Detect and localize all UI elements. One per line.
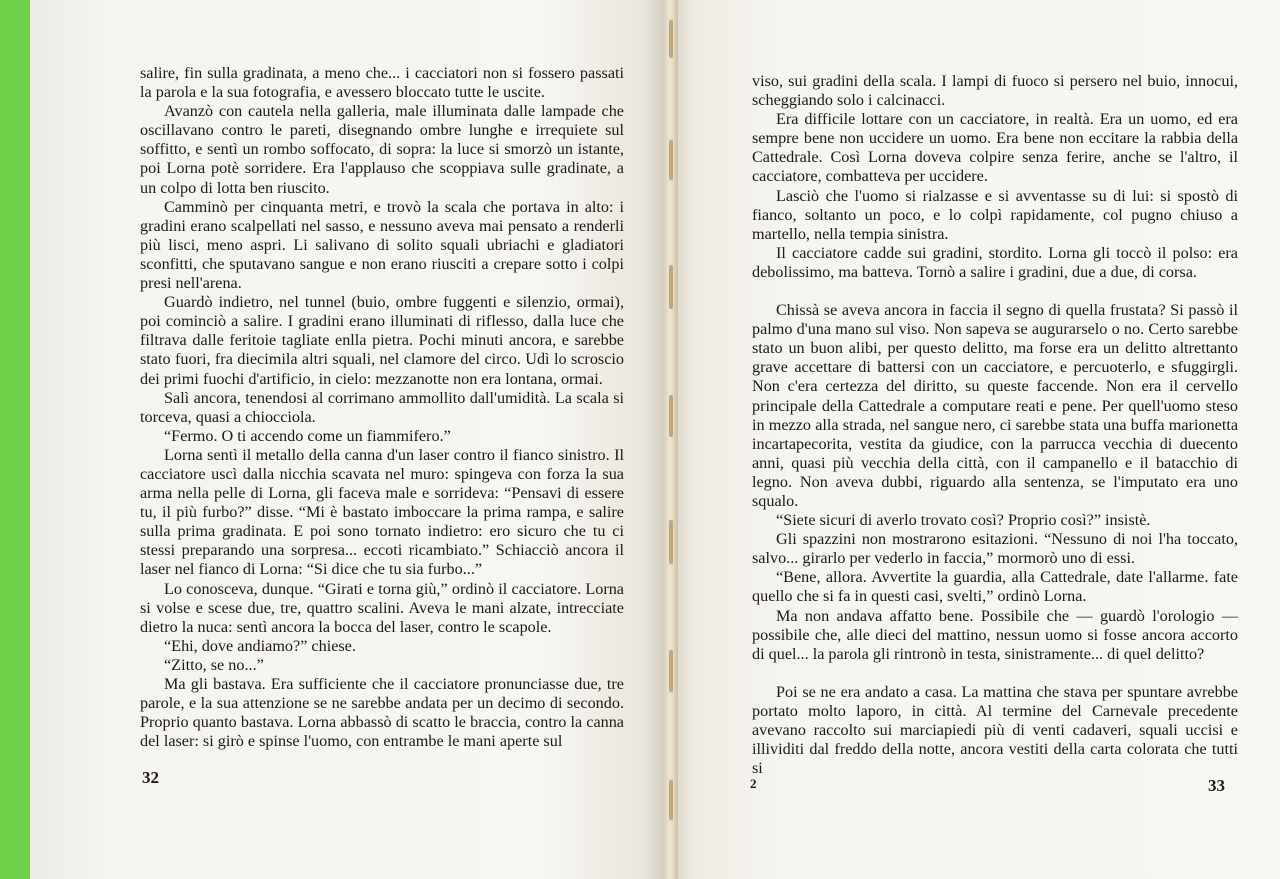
left-paragraph: Guardò indietro, nel tunnel (buio, ombre fuggenti e silenzio, ormai), poi cominciò a salire. I gradini erano illuminati di riflesso, dalla luce che filtrava dalle feritoie tagliate enlla pietra. Pochi minuti ancora, e sarebbe stato fuori, fra diecimila altri squali, nel clamore del circo. Udì lo scroscio dei primi fuochi d'artificio, in cielo: mezzanotte non era lontana, ormai.: [140, 293, 624, 388]
left-paragraph: Ma gli bastava. Era sufficiente che il cacciatore pronunciasse due, tre parole, e la sua attenzione se ne sarebbe andata per un decimo di secondo. Proprio quanto bastava. Lorna abbassò di scatto le braccia, contro la canna del laser: si girò e spinse l'uomo, con entrambe le mani aperte sul: [140, 675, 624, 751]
left-paragraph: “Zitto, se no...”: [164, 655, 264, 674]
left-paragraph: “Fermo. O ti accendo come un fiammifero.”: [164, 426, 451, 445]
right-paragraph: Poi se ne era andato a casa. La mattina che stava per spuntare avrebbe portato molto laporo, in città. Al termine del Carnevale precedente avevano raccolto sui marciapiedi più di venti cadaveri, squali uccisi e illividiti dal freddo della notte, ancora vestiti della carta colorata che tutti si: [752, 682, 1238, 778]
left-paragraph: “Ehi, dove andiamo?” chiese.: [164, 636, 356, 655]
binding-stitch: [669, 650, 673, 692]
left-page-number: 32: [142, 768, 159, 787]
right-page: [670, 0, 1280, 879]
book-gutter: [664, 0, 678, 879]
right-page-text: [752, 72, 1238, 778]
right-page-number: 33: [1208, 776, 1225, 795]
right-paragraph: Gli spazzini non mostrarono esitazioni. “Nessuno di noi l'ha toccato, salvo... girarlo per vederlo in faccia,” mormorò uno di essi.: [752, 530, 1238, 568]
binding-stitch: [669, 20, 673, 58]
left-page: [30, 0, 670, 879]
binding-stitch: [669, 265, 673, 309]
left-paragraph: Lorna sentì il metallo della canna d'un laser contro il fianco sinistro. Il cacciatore uscì dalla nicchia scavata nel muro: spingeva con forza la sua arma nella pelle di Lorna, gli faceva male e sorrideva: “Pensavi di essere tu, il più furbo?” disse. “Mi è bastato imboccare la prima rampa, e salire sulla prima gradinata. E poi sono tornato indietro: ero sicuro che tu ci stessi preparando una sorpresa... eccoti ricambiato.” Schiacciò ancora il laser nel fianco di Lorna: “Si dice che tu sia furbo...”: [140, 445, 624, 579]
left-paragraph: Avanzò con cautela nella galleria, male illuminata dalle lampade che oscillavano contro le pareti, disegnando ombre lunghe e irrequiete sul soffitto, e sentì un rombo soffocato, di sopra: la luce si smorzò un istante, poi Lorna potè sorridere. Era l'applauso che scoppiava sulle gradinate, a un colpo di lotta ben riuscito.: [140, 102, 624, 197]
left-paragraph: Camminò per cinquanta metri, e trovò la scala che portava in alto: i gradini erano scalpellati nel sasso, e nessuno aveva mai pensato a renderli più lisci, meno aspri. Li salivano di solito squali ubriachi e gladiatori sconfitti, che sputavano sangue e non erano riusciti a crepare sotto i colpi presi nell'arena.: [140, 197, 624, 293]
left-paragraph: salire, fin sulla gradinata, a meno che... i cacciatori non si fossero passati la parola e la sua fotografia, e avessero bloccato tutte le uscite.: [140, 64, 624, 102]
right-paragraph: Era difficile lottare con un cacciatore, in realtà. Era un uomo, ed era sempre bene non uccidere un uomo. Era bene non eccitare la rabbia della Cattedrale. Così Lorna doveva colpire senza ferire, anche se l'altro, il cacciatore, combatteva per uccidere.: [752, 110, 1238, 186]
binding-stitch: [669, 395, 673, 437]
right-paragraph: Chissà se aveva ancora in faccia il segno di quella frustata? Si passò il palmo d'una mano sul viso. Non sapeva se augurarselo o no. Certo sarebbe stato un buon alibi, per questo delitto, ma forse era un delitto altrettanto grave accettare di battersi con un cacciatore, e percuoterlo, e sfuggirgli. Non c'era certezza del diritto, su queste faccende. Non era il cervello principale della Cattedrale a computare reati e pene. Per quell'uomo steso in mezzo alla strada, nel sangue nero, ci sarebbe stata una buffa marionetta incartapecorita, vestita da giudice, con la parrucca vecchia di duecento anni, quasi più vecchia della città, con il campanello e il batacchio di legno. Non aveva dubbi, riguardo alla sentenza, se l'imputato era uno squalo.: [752, 301, 1238, 510]
right-paragraph: “Bene, allora. Avvertite la guardia, alla Cattedrale, date l'allarme. fate quello che si fa in questi casi, svelti,” ordinò Lorna.: [752, 568, 1238, 606]
right-paragraph: viso, sui gradini della scala. I lampi di fuoco si persero nel buio, innocui, scheggiando solo i calcinacci.: [752, 72, 1238, 110]
binding-stitch: [669, 780, 673, 820]
signature-mark: 2: [750, 776, 757, 791]
right-paragraph: “Siete sicuri di averlo trovato così? Proprio così?” insistè.: [776, 511, 1151, 530]
binding-stitch: [669, 520, 673, 564]
left-paragraph: Lo conosceva, dunque. “Girati e torna giù,” ordinò il cacciatore. Lorna si volse e scese due, tre, quattro scalini. Aveva le mani alzate, intrecciate dietro la nuca: sentì ancora la bocca del laser, contro le scapole.: [140, 579, 624, 636]
right-paragraph: Lasciò che l'uomo si rialzasse e si avventasse su di lui: si spostò di fianco, soltanto un poco, e lo colpì rapidamente, col pugno chiuso a martello, nella tempia sinistra.: [752, 186, 1238, 243]
left-page-text: [140, 64, 624, 751]
book-spread: [30, 0, 1280, 879]
right-paragraph: Il cacciatore cadde sui gradini, stordito. Lorna gli toccò il polso: era debolissimo, ma batteva. Tornò a salire i gradini, due a due, di corsa.: [752, 243, 1238, 281]
right-paragraph: Ma non andava affatto bene. Possibile che — guardò l'orologio — possibile che, alle dieci del mattino, nessun uomo si fosse ancora accorto di quel... la parola gli rintronò in testa, sinistramente... di quel delitto?: [752, 606, 1238, 663]
binding-stitch: [669, 140, 673, 180]
left-paragraph: Salì ancora, tenendosi al corrimano ammollito dall'umidità. La scala si torceva, quasi a chiocciola.: [140, 388, 624, 426]
